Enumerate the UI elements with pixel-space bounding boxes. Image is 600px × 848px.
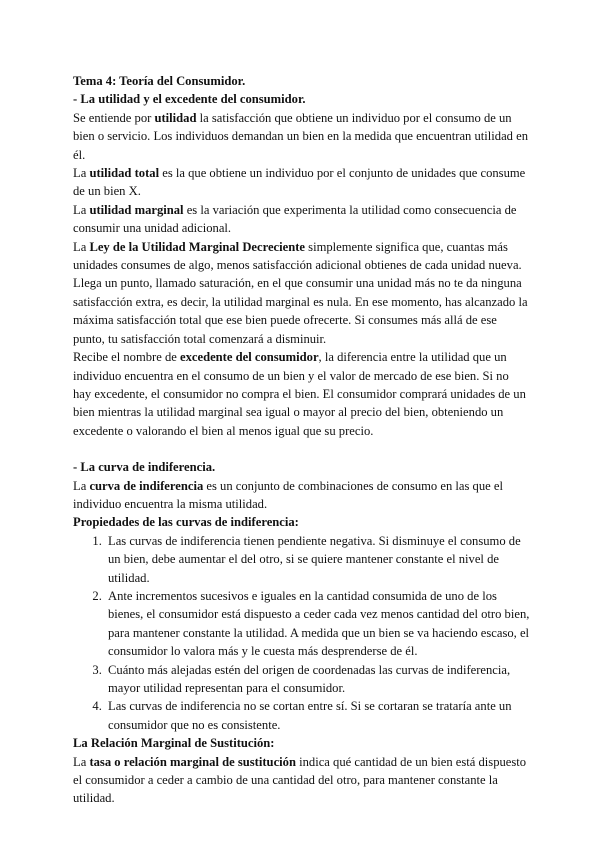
- term-utilidad-marginal: utilidad marginal: [89, 202, 184, 217]
- term-excedente: excedente del consumidor: [180, 350, 319, 365]
- document-title: Tema 4: Teoría del Consumidor.: [73, 74, 246, 88]
- section-heading-utilidad: - La utilidad y el excedente del consumidor.: [73, 92, 306, 107]
- properties-heading: Propiedades de las curvas de indiferencia:: [73, 515, 299, 530]
- list-item: 4. Las curvas de indiferencia no se cortan entre sí. Si se cortaran se trataría ante un consumidor que no es consistente.: [105, 697, 530, 734]
- section-heading-curva: - La curva de indiferencia.: [73, 460, 216, 475]
- paragraph-utilidad-total: La utilidad total es la que obtiene un individuo por el conjunto de unidades que consume de un bien X.: [73, 166, 526, 199]
- rms-heading: La Relación Marginal de Sustitución:: [73, 736, 275, 751]
- paragraph-excedente: Recibe el nombre de excedente del consumidor, la diferencia entre la utilidad que un individuo encuentra en el consumo de un bien y el valor de mercado de ese bien. Si no hay excedente, el consumidor no compra el bien. El consumidor comprará unidades de un bien mientras la utilidad marginal sea igual o mayor al precio del bien, obteniendo un excedente o valorando el bien al menos igual que su precio.: [73, 350, 526, 438]
- paragraph-utilidad: Se entiende por utilidad la satisfacción que obtiene un individuo por el consumo de un bien o servicio. Los individuos demandan un bien en la medida que encuentran utilidad en él.: [73, 110, 528, 162]
- list-item: 1. Las curvas de indiferencia tienen pendiente negativa. Si disminuye el consumo de un bien, debe aumentar el del otro, si se quiere mantener constante el nivel de utilidad.: [105, 532, 530, 587]
- spacer: [73, 440, 530, 458]
- term-utilidad-total: utilidad total: [89, 166, 160, 181]
- list-item: 2. Ante incrementos sucesivos e iguales en la cantidad consumida de uno de los bienes, el consumidor está dispuesto a ceder cada vez menos cantidad del otro bien, para mantener constante la utilidad. A medida que un bien se va haciendo escaso, el consumidor lo valora más y le cuesta más desprenderse de él.: [105, 587, 530, 661]
- term-rms: tasa o relación marginal de sustitución: [89, 754, 296, 769]
- list-item: 3. Cuánto más alejadas estén del origen de coordenadas las curvas de indiferencia, mayor utilidad representan para el consumidor.: [105, 661, 530, 698]
- paragraph-utilidad-marginal: La utilidad marginal es la variación que experimenta la utilidad como consecuencia de consumir una unidad adicional.: [73, 202, 517, 236]
- paragraph-rms: La tasa o relación marginal de sustitución indica qué cantidad de un bien está dispuesto el consumidor a ceder a cambio de una cantidad del otro, para mantener constante la utilidad.: [73, 754, 527, 806]
- paragraph-curva-indiferencia: La curva de indiferencia es un conjunto de combinaciones de consumo en las que el individuo encuentra la misma utilidad.: [73, 478, 503, 511]
- properties-list: [73, 532, 530, 734]
- term-curva-indiferencia: curva de indiferencia: [89, 478, 204, 493]
- term-ley-utilidad-marginal: Ley de la Utilidad Marginal Decreciente: [89, 239, 306, 254]
- term-utilidad: utilidad: [154, 110, 197, 125]
- paragraph-ley-utilidad-marginal: La Ley de la Utilidad Marginal Decreciente simplemente significa que, cuantas más unidades consumes de algo, menos satisfacción adicional obtienes de cada unidad nueva. Llega un punto, llamado saturación, en el que consumir una unidad más no te da ninguna satisfacción extra, es decir, la utilidad marginal es nula. En ese momento, has alcanzado la máxima satisfacción total que ese bien puede ofrecerte. Si consumes más allá de ese punto, tu satisfacción total comenzará a disminuir.: [73, 239, 528, 346]
